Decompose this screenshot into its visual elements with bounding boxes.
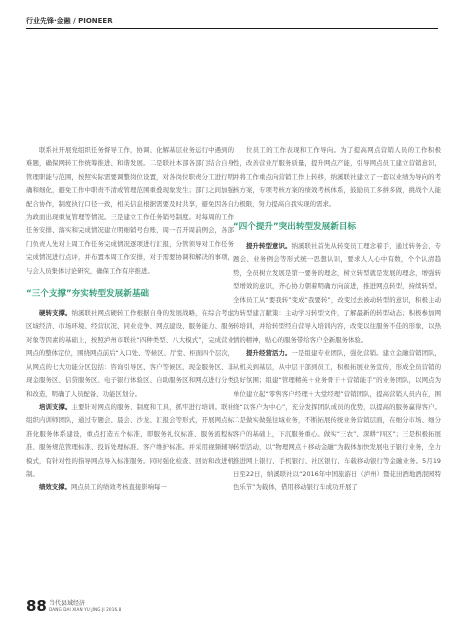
hard-support-label: 硬转支撑。 [39,309,72,318]
section-label: 行业先锋·金融 / PIONEER [26,17,113,25]
left-paragraph-1: 联系社开展党组织任务督导工作，协调、化解基层业务运行中遇到的难题，确保网转工作统筹推进、和谐发展。二是联社本部各部门结合自身管理职能与范围，按照实际需要调整岗位设置，对各岗位职责分工进行明确和细化，避免工作中职责不清或管理范围重叠现象发生；部门之间加强配合协作，制度执行口径一致，相关信息根据需要及时共享，避免因各自为政而出现重复管理等情况。三是建立工作任务销号制度。对每周的工作任务安排、落实和完成情况建立明细销号台账，周一召开周前例会，各部门负责人先对上周工作任务完成情况逐项进行汇报，分管领导对工作任务完成情况进行点评，并布置本周工作安排，对于需要协调和解决的事项，与会人员集体讨论研究，确保工作有序推进。 [26,146,234,275]
section-title-four-improvements: “四个提升”突出转型发展新目标 [233,222,357,233]
training-support-label: 培训支撑。 [39,402,72,411]
performance-support-paragraph [26,481,234,494]
transform-awareness-label: 提升转型意识。 [246,242,292,251]
journal-name: 当代县域经济 [49,600,86,607]
right-paragraph-1: 位员工的工作表现和工作导向。为了提高网点营销人员的工作积极性，改善营业厅服务质量，提升网点产能，引导网点员工建立营销意识，并将工作重点向营销工作上转移，纳溪联社建立了一套以业绩为导向的考核方案，专项考核方案的绩效考核体系，鼓励员工多拼多做，挑战个人能力极限，努力提高自我实现的需求。 [233,146,441,208]
business-vitality-label: 提升经营活力。 [246,349,292,358]
right-column [233,144,441,495]
performance-support-text: 网点员工的绩效考核直接影响每一 [70,483,167,492]
journal-name-pinyin: DANG DAI XIAN YU JING JI 2016.8 [49,607,122,612]
section-title-three-supports: “三个支撑”夯实转型发展新基础 [26,289,150,300]
hard-support-text: 纳溪联社网点硬转工作根据自身的发展战略，在综合考虑区域经济、市场环境、经营状况、同业竞争、网点建设、服务能力、服务对象等因素的基础上，按照泸州市联社“四种类型、八大模式”，完成营业网点的整体定位，围绕网点前后“入口处、等候区、厅堂、柜面四个层次，从网点的七大功能分区包括：咨询引导区、客户等候区、现金服务区、非现金服务区、信贷服务区、电子银行体验区、自助服务区和网点进行分类和改造，明确了人员配备、功能区划分。 [26,309,235,398]
hard-support-paragraph [26,307,234,401]
training-support-text: 主要针对网点的服务、制度和工具，抓牢进行培训。联社组织内训师团队，通过专题会、晨会、沙龙、汇报会等形式，开展网点标准化服务体系建设，重点打造五个标准，即服务礼仪标准、服务流程标准、服务规范管理标准、投诉处理标准、客户维护标准。并采用视频辅导模式，有针对性的指导网点导入标准服务。同时强化检查、回访和改进机制。 [26,402,235,478]
transform-awareness-paragraph [233,240,441,347]
training-support-paragraph [26,401,234,481]
left-column [26,144,234,495]
transform-awareness-text: 纳溪联社首先从转变员工理念着手，通过转务会、专题会、业务例会等形式统一思想认识，要求人人心中有数，个个认清趋势，全员树立发展是第一要务的理念，树立转型就是发展的理念，增强转型增效的意识，齐心协力朝着明确方向前进，推进网点转型，持续转型。全体员工从“要我转”变成“我要转”，改变过去被动转型的意识，积极主动为转型建言献策：主动学习转型文件，了解最新的转型动态；积极参加网转培训，并给转型经自营导入培训内容，改变以往服务不佳的形象，以热情的精神，贴心的服务带给客户全新服务体验。 [233,242,442,344]
page-header [26,14,438,32]
performance-support-label: 绩效支撑。 [39,483,71,492]
business-vitality-paragraph [233,347,441,494]
business-vitality-text: 一是组建专业团队，强化营销。建立金融营销团队，从机关到基层，从中层干部到员工，积极拓展业务宣传，形成全员营销的良好氛围；组建“管理精英＋业务骨干＋营销能手”的业务团队，以网点为单位建立起“零售客户经理＋大堂经理”营销团队，提高营销人员内在，围绕“以客户为中心”，充分发挥团队成员的优势，以提高的服务赢得客户。二是做实做强往域业务，不断拓展传统业务营销层面，在细分市场、细分客户的基础上，下沉服务重心。做实“三农”、深耕“四区”；三是积极拓展转型活动，以“物理网点＋移动金融”为载体加快发展电子银行业务，全力推进网上银行、手机银行、社区银行、车载移动银行等金融业务。5月19日至22日，纳溪联社以“2016年中国旅游日（泸州）暨花田酒地酒泯园特色乐节”为载体，借用移动银行车成功开展了 [233,349,442,492]
page-number: 88 [26,597,47,615]
header-rule [26,28,438,29]
page-footer [26,595,326,621]
